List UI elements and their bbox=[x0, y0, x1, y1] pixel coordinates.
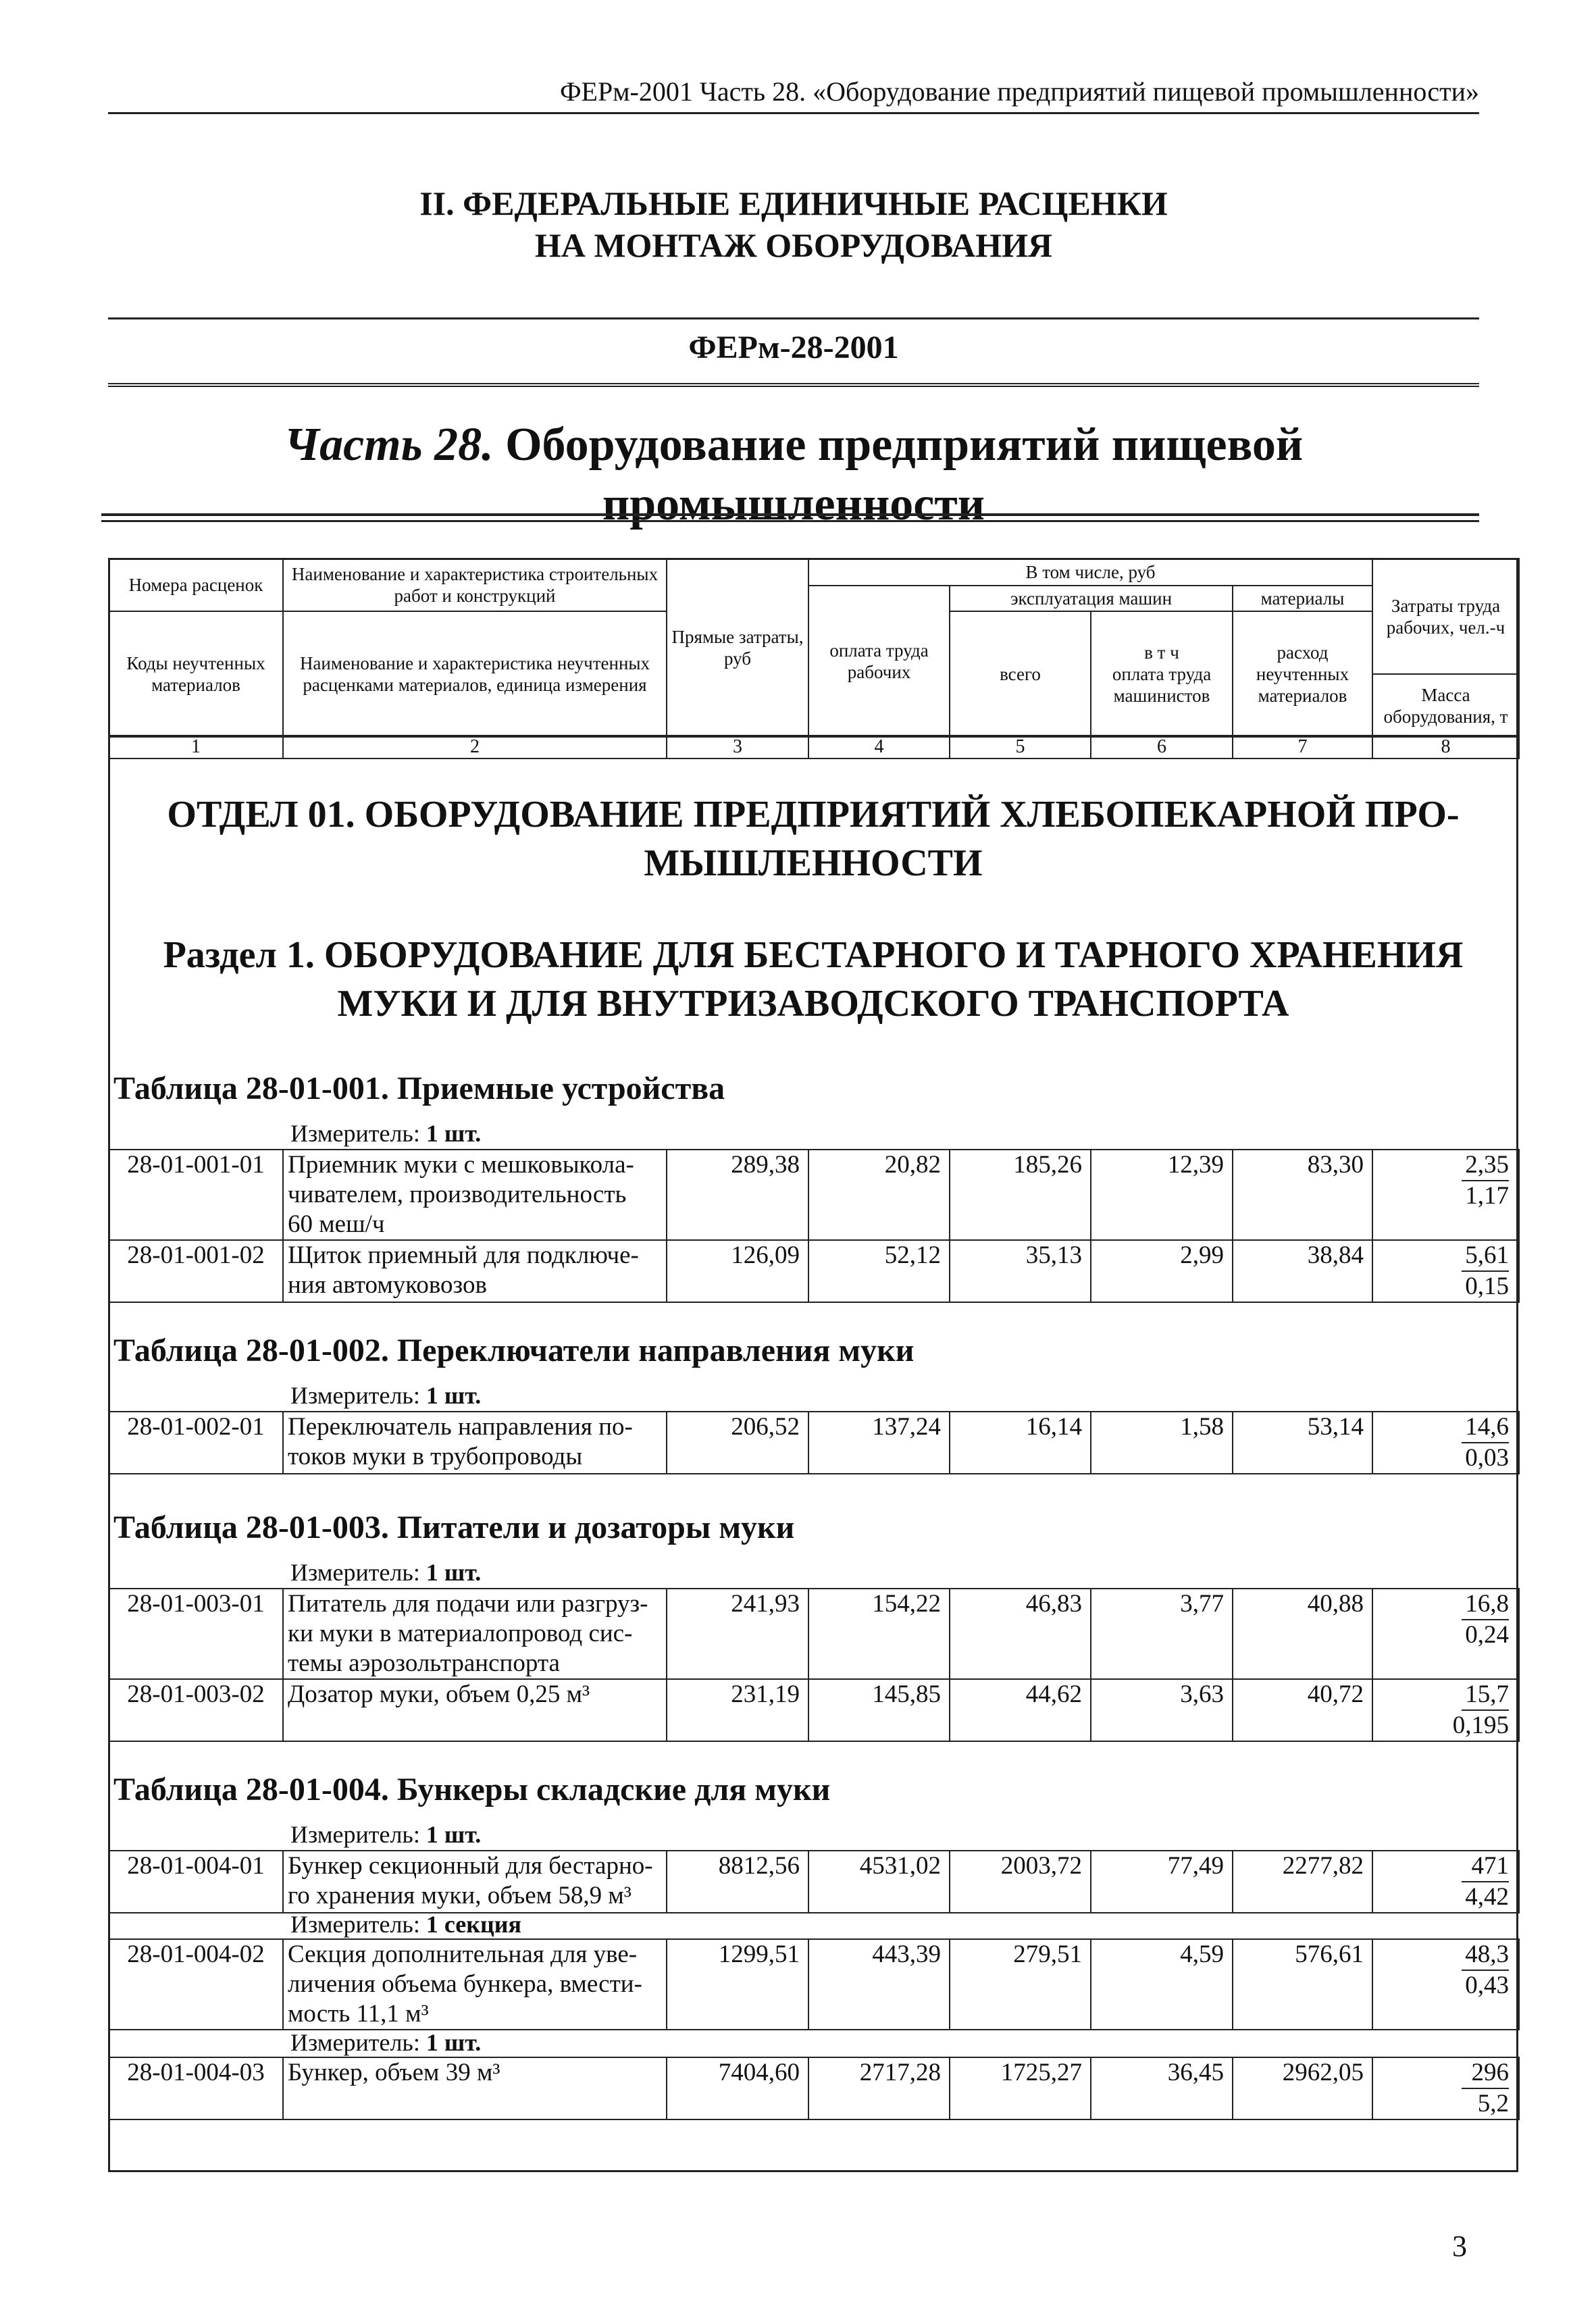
rates-table-body bbox=[108, 1411, 1520, 1474]
rates-table-body bbox=[108, 2057, 1520, 2120]
rate-name bbox=[283, 1589, 667, 1679]
main-title-line-1: II. ФЕДЕРАЛЬНЫЕ ЕДИНИЧНЫЕ РАСЦЕНКИ bbox=[419, 184, 1168, 222]
operators-pay: 36,45 bbox=[1091, 2057, 1233, 2119]
measure-line bbox=[290, 1821, 481, 1848]
rate-name-line: ки муки в материалопровод сис- bbox=[288, 1620, 633, 1647]
materials-cost: 40,72 bbox=[1233, 1679, 1372, 1741]
column-numbers-row bbox=[108, 735, 1520, 759]
part-title-text: Оборудование предприятий пищевой промышленности bbox=[493, 419, 1304, 530]
rates-table-body bbox=[108, 1850, 1520, 1913]
table-row bbox=[109, 1240, 1519, 1302]
direct-cost: 241,93 bbox=[667, 1589, 808, 1679]
part-title-rule bbox=[101, 513, 1479, 522]
labor-hours: 2,35 bbox=[1462, 1150, 1509, 1181]
rate-code: 28-01-003-02 bbox=[109, 1679, 283, 1741]
labor-hours: 14,6 bbox=[1462, 1412, 1509, 1443]
measure-label: Измеритель: bbox=[290, 1821, 420, 1848]
header-col1-top: Номера расценок bbox=[109, 559, 283, 611]
direct-cost: 289,38 bbox=[667, 1150, 808, 1240]
rate-name bbox=[283, 1939, 667, 2030]
labor-hours: 5,61 bbox=[1462, 1241, 1509, 1272]
header-col2-top: Наименование и характеристика строительных работ и конструкций bbox=[283, 559, 667, 611]
header-unaccounted: расход неучтенных материалов bbox=[1233, 611, 1372, 737]
machines-total: 2003,72 bbox=[950, 1851, 1091, 1913]
machines-total: 46,83 bbox=[950, 1589, 1091, 1679]
measure-label: Измеритель: bbox=[290, 1559, 420, 1586]
labor-pay: 2717,28 bbox=[808, 2057, 950, 2119]
rate-name-line: токов муки в трубопроводы bbox=[288, 1443, 583, 1470]
equipment-mass: 0,03 bbox=[1465, 1444, 1509, 1472]
rate-name-line: го хранения муки, объем 58,9 м³ bbox=[288, 1882, 632, 1909]
column-number: 8 bbox=[1372, 736, 1519, 759]
rate-name-line: Питатель для подачи или разгруз- bbox=[288, 1590, 648, 1618]
rate-name-line: Секция дополнительная для уве- bbox=[288, 1940, 638, 1968]
rate-code: 28-01-003-01 bbox=[109, 1589, 283, 1679]
part-title-prefix: Часть 28. bbox=[284, 419, 494, 471]
rates-table-body bbox=[108, 1938, 1520, 2030]
rate-code: 28-01-004-02 bbox=[109, 1939, 283, 2030]
operators-pay: 4,59 bbox=[1091, 1939, 1233, 2030]
column-number: 3 bbox=[667, 736, 808, 759]
column-number: 6 bbox=[1091, 736, 1233, 759]
rates-table-body bbox=[108, 1588, 1520, 1742]
rate-code: 28-01-004-01 bbox=[109, 1851, 283, 1913]
measure-unit: 1 шт. bbox=[426, 1120, 482, 1147]
column-number: 5 bbox=[950, 736, 1091, 759]
header-col1-bottom: Коды неучтенных материалов bbox=[109, 611, 283, 737]
main-title bbox=[108, 182, 1479, 266]
running-header: ФЕРм-2001 Часть 28. «Оборудование предприятий пищевой промышленности» bbox=[108, 76, 1479, 114]
operators-pay: 3,77 bbox=[1091, 1589, 1233, 1679]
rate-name bbox=[283, 1150, 667, 1240]
rate-code: 28-01-002-01 bbox=[109, 1412, 283, 1474]
operators-pay: 77,49 bbox=[1091, 1851, 1233, 1913]
rate-name bbox=[283, 1240, 667, 1302]
labor-mass-cell bbox=[1372, 1679, 1519, 1741]
rate-name-line: мость 11,1 м³ bbox=[288, 2000, 429, 2028]
section-heading-line-1: Раздел 1. ОБОРУДОВАНИЕ ДЛЯ БЕСТАРНОГО И ТАРНОГО ХРАНЕНИЯ bbox=[163, 934, 1464, 976]
table-row bbox=[109, 1589, 1519, 1679]
rate-name-line: Бункер секционный для бестарно- bbox=[288, 1852, 653, 1880]
labor-pay: 145,85 bbox=[808, 1679, 950, 1741]
measure-line bbox=[290, 1382, 481, 1409]
labor-hours: 296 bbox=[1462, 2058, 1509, 2089]
rate-name-line: Бункер, объем 39 м³ bbox=[288, 2059, 500, 2086]
equipment-mass: 1,17 bbox=[1465, 1182, 1509, 1210]
labor-mass-cell bbox=[1372, 2057, 1519, 2119]
measure-label: Измеритель: bbox=[290, 1911, 420, 1938]
rate-name bbox=[283, 2057, 667, 2119]
table-header bbox=[108, 558, 1520, 738]
materials-cost: 40,88 bbox=[1233, 1589, 1372, 1679]
table-row bbox=[109, 1150, 1519, 1240]
machines-total: 1725,27 bbox=[950, 2057, 1091, 2119]
labor-pay: 443,39 bbox=[808, 1939, 950, 2030]
measure-line bbox=[290, 1911, 521, 1938]
column-number: 2 bbox=[283, 736, 667, 759]
rate-name bbox=[283, 1412, 667, 1474]
header-col8-top: Затраты труда рабочих, чел.-ч bbox=[1372, 559, 1519, 674]
header-total: всего bbox=[950, 611, 1091, 737]
header-col2-bottom: Наименование и характеристика неучтенных расценками материалов, единица измерения bbox=[283, 611, 667, 737]
header-labor-pay: оплата труда рабочих bbox=[808, 586, 950, 737]
direct-cost: 206,52 bbox=[667, 1412, 808, 1474]
rate-code: 28-01-001-01 bbox=[109, 1150, 283, 1240]
labor-pay: 52,12 bbox=[808, 1240, 950, 1302]
materials-cost: 2962,05 bbox=[1233, 2057, 1372, 2119]
rate-name-line: чивателем, производительность bbox=[288, 1181, 627, 1208]
header-operators-line-1: в т ч bbox=[1144, 642, 1179, 663]
equipment-mass: 0,24 bbox=[1465, 1621, 1509, 1649]
measure-unit: 1 секция bbox=[426, 1911, 521, 1938]
direct-cost: 8812,56 bbox=[667, 1851, 808, 1913]
header-incl: В том числе, руб bbox=[808, 559, 1372, 586]
machines-total: 35,13 bbox=[950, 1240, 1091, 1302]
header-materials: материалы bbox=[1233, 586, 1372, 611]
equipment-mass: 0,15 bbox=[1465, 1272, 1509, 1300]
rate-name-line: личения объема бункера, вмести- bbox=[288, 1970, 642, 1998]
materials-cost: 576,61 bbox=[1233, 1939, 1372, 2030]
rates-table-body bbox=[108, 1149, 1520, 1303]
equipment-mass: 0,195 bbox=[1452, 1712, 1509, 1739]
labor-pay: 137,24 bbox=[808, 1412, 950, 1474]
section-heading bbox=[115, 931, 1512, 1028]
column-number: 4 bbox=[808, 736, 950, 759]
labor-mass-cell bbox=[1372, 1240, 1519, 1302]
header-machines: эксплуатация машин bbox=[950, 586, 1233, 611]
measure-unit: 1 шт. bbox=[426, 1821, 482, 1848]
measure-label: Измеритель: bbox=[290, 1382, 420, 1409]
materials-cost: 2277,82 bbox=[1233, 1851, 1372, 1913]
column-number: 1 bbox=[109, 736, 283, 759]
rate-code: 28-01-004-03 bbox=[109, 2057, 283, 2119]
main-title-line-2: НА МОНТАЖ ОБОРУДОВАНИЯ bbox=[534, 226, 1053, 264]
department-heading bbox=[115, 790, 1512, 888]
direct-cost: 7404,60 bbox=[667, 2057, 808, 2119]
labor-mass-cell bbox=[1372, 1150, 1519, 1240]
measure-line bbox=[290, 2029, 481, 2056]
direct-cost: 1299,51 bbox=[667, 1939, 808, 2030]
materials-cost: 83,30 bbox=[1233, 1150, 1372, 1240]
section-heading-line-2: МУКИ И ДЛЯ ВНУТРИЗАВОДСКОГО ТРАНСПОРТА bbox=[337, 983, 1289, 1025]
header-operators-line-2: оплата труда машинистов bbox=[1112, 664, 1212, 706]
table-title: Таблица 28-01-004. Бункеры складские для муки bbox=[113, 1772, 831, 1807]
page-number: 3 bbox=[1452, 2230, 1467, 2263]
department-heading-line-2: МЫШЛЕННОСТИ bbox=[644, 842, 983, 884]
labor-mass-cell bbox=[1372, 1939, 1519, 2030]
measure-unit: 1 шт. bbox=[426, 2029, 482, 2056]
measure-unit: 1 шт. bbox=[426, 1559, 482, 1586]
machines-total: 16,14 bbox=[950, 1412, 1091, 1474]
direct-cost: 231,19 bbox=[667, 1679, 808, 1741]
table-title: Таблица 28-01-003. Питатели и дозаторы муки bbox=[113, 1510, 795, 1545]
column-number: 7 bbox=[1233, 736, 1372, 759]
operators-pay: 2,99 bbox=[1091, 1240, 1233, 1302]
table-title: Таблица 28-01-002. Переключатели направления муки bbox=[113, 1333, 915, 1368]
labor-pay: 154,22 bbox=[808, 1589, 950, 1679]
rate-name bbox=[283, 1851, 667, 1913]
materials-cost: 53,14 bbox=[1233, 1412, 1372, 1474]
operators-pay: 1,58 bbox=[1091, 1412, 1233, 1474]
labor-pay: 4531,02 bbox=[808, 1851, 950, 1913]
labor-mass-cell bbox=[1372, 1412, 1519, 1474]
table-row bbox=[109, 2057, 1519, 2119]
equipment-mass: 4,42 bbox=[1465, 1883, 1509, 1911]
measure-line bbox=[290, 1120, 481, 1147]
measure-label: Измеритель: bbox=[290, 1120, 420, 1147]
rate-name bbox=[283, 1679, 667, 1741]
table-row bbox=[109, 1679, 1519, 1741]
table-row bbox=[109, 1412, 1519, 1474]
rate-name-line: Переключатель направления по- bbox=[288, 1413, 633, 1441]
labor-hours: 48,3 bbox=[1462, 1940, 1509, 1971]
operators-pay: 3,63 bbox=[1091, 1679, 1233, 1741]
machines-total: 44,62 bbox=[950, 1679, 1091, 1741]
rate-name-line: темы аэрозольтранспорта bbox=[288, 1649, 560, 1677]
measure-label: Измеритель: bbox=[290, 2029, 420, 2056]
fer-code: ФЕРм-28-2001 bbox=[108, 317, 1479, 387]
equipment-mass: 0,43 bbox=[1465, 1972, 1509, 1999]
labor-hours: 16,8 bbox=[1462, 1589, 1509, 1620]
labor-hours: 15,7 bbox=[1462, 1680, 1509, 1711]
labor-mass-cell bbox=[1372, 1851, 1519, 1913]
rate-code: 28-01-001-02 bbox=[109, 1240, 283, 1302]
measure-unit: 1 шт. bbox=[426, 1382, 482, 1409]
operators-pay: 12,39 bbox=[1091, 1150, 1233, 1240]
machines-total: 279,51 bbox=[950, 1939, 1091, 2030]
labor-pay: 20,82 bbox=[808, 1150, 950, 1240]
direct-cost: 126,09 bbox=[667, 1240, 808, 1302]
rate-name-line: 60 меш/ч bbox=[288, 1210, 385, 1238]
table-row bbox=[109, 1851, 1519, 1913]
header-col8-bottom: Масса оборудования, т bbox=[1372, 674, 1519, 737]
measure-line bbox=[290, 1559, 481, 1586]
department-heading-line-1: ОТДЕЛ 01. ОБОРУДОВАНИЕ ПРЕДПРИЯТИЙ ХЛЕБОПЕКАРНОЙ ПРО- bbox=[167, 794, 1460, 835]
rate-name-line: Щиток приемный для подключе- bbox=[288, 1241, 639, 1269]
header-operators bbox=[1091, 611, 1233, 737]
header-col3: Прямые затраты, руб bbox=[667, 559, 808, 737]
machines-total: 185,26 bbox=[950, 1150, 1091, 1240]
equipment-mass: 5,2 bbox=[1477, 2090, 1509, 2117]
table-row bbox=[109, 1939, 1519, 2030]
table-title: Таблица 28-01-001. Приемные устройства bbox=[113, 1071, 725, 1106]
labor-mass-cell bbox=[1372, 1589, 1519, 1679]
rate-name-line: ния автомуковозов bbox=[288, 1271, 487, 1299]
materials-cost: 38,84 bbox=[1233, 1240, 1372, 1302]
rate-name-line: Приемник муки с мешковыкола- bbox=[288, 1151, 634, 1179]
labor-hours: 471 bbox=[1462, 1851, 1509, 1882]
rate-name-line: Дозатор муки, объем 0,25 м³ bbox=[288, 1680, 590, 1708]
